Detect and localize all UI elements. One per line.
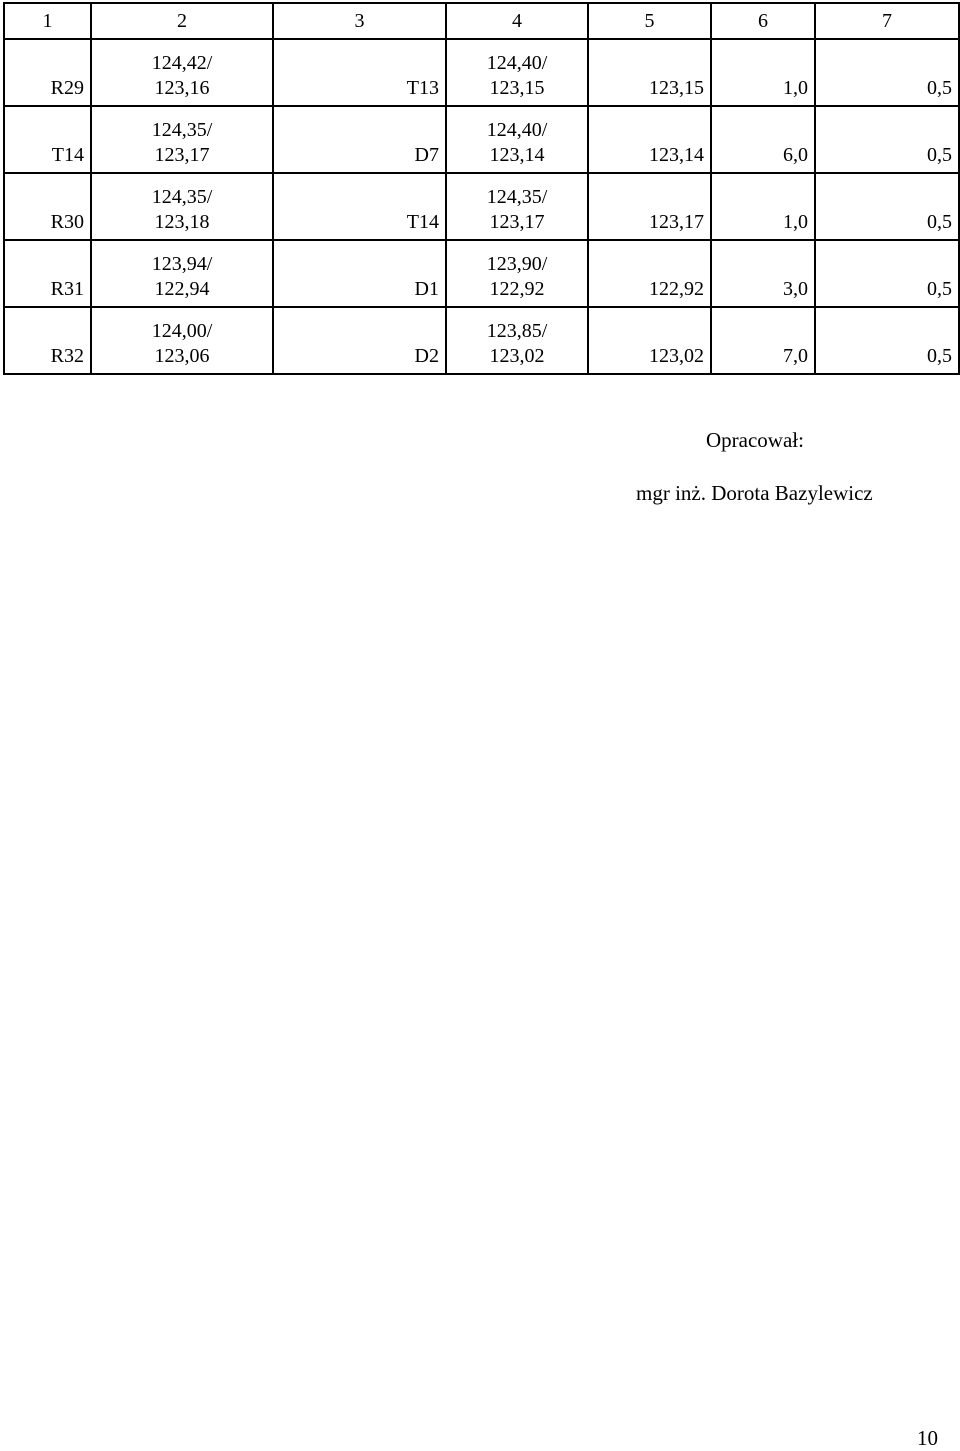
cell-col2 xyxy=(91,240,273,307)
cell-col2-top: 124,42/ xyxy=(151,52,213,74)
header-cell-6: 6 xyxy=(711,3,815,39)
cell-col2-bottom: 123,16 xyxy=(154,77,210,99)
cell-col4-bottom: 123,17 xyxy=(489,211,545,233)
cell-col2-bottom: 122,94 xyxy=(154,278,210,300)
cell-col7: 0,5 xyxy=(815,173,959,240)
table-row xyxy=(4,106,959,173)
cell-col2-bottom: 123,18 xyxy=(154,211,210,233)
cell-col2 xyxy=(91,39,273,106)
cell-col4-top: 124,40/ xyxy=(486,52,548,74)
cell-point-id: R32 xyxy=(4,307,91,374)
header-row xyxy=(4,3,959,39)
cell-col4-top: 123,85/ xyxy=(486,320,548,342)
cell-col2 xyxy=(91,106,273,173)
header-cell-2: 2 xyxy=(91,3,273,39)
header-cell-4: 4 xyxy=(446,3,588,39)
header-cell-5: 5 xyxy=(588,3,711,39)
cell-col4 xyxy=(446,240,588,307)
cell-col3: T14 xyxy=(273,173,446,240)
header-cell-1: 1 xyxy=(4,3,91,39)
cell-col4 xyxy=(446,39,588,106)
cell-col3: T13 xyxy=(273,39,446,106)
cell-col3: D2 xyxy=(273,307,446,374)
cell-col5: 123,17 xyxy=(588,173,711,240)
cell-point-id: T14 xyxy=(4,106,91,173)
cell-col7: 0,5 xyxy=(815,106,959,173)
signature-label: Opracował: xyxy=(706,428,804,452)
cell-col6: 1,0 xyxy=(711,39,815,106)
cell-col2-top: 124,35/ xyxy=(151,186,213,208)
data-table xyxy=(3,2,960,375)
cell-col2-top: 123,94/ xyxy=(151,253,213,275)
cell-col2-top: 124,00/ xyxy=(151,320,213,342)
cell-col4 xyxy=(446,106,588,173)
page-number: 10 xyxy=(917,1426,938,1450)
cell-col2-bottom: 123,17 xyxy=(154,144,210,166)
table-row xyxy=(4,39,959,106)
table-row xyxy=(4,307,959,374)
cell-col5: 123,02 xyxy=(588,307,711,374)
cell-col5: 123,15 xyxy=(588,39,711,106)
cell-col4-bottom: 122,92 xyxy=(489,278,545,300)
cell-col7: 0,5 xyxy=(815,39,959,106)
signature-author: mgr inż. Dorota Bazylewicz xyxy=(636,481,873,505)
cell-col2-top: 124,35/ xyxy=(151,119,213,141)
cell-point-id: R31 xyxy=(4,240,91,307)
cell-col4-bottom: 123,02 xyxy=(489,345,545,367)
cell-col5: 122,92 xyxy=(588,240,711,307)
cell-col4-bottom: 123,14 xyxy=(489,144,545,166)
cell-col3: D7 xyxy=(273,106,446,173)
cell-col6: 7,0 xyxy=(711,307,815,374)
cell-col4-bottom: 123,15 xyxy=(489,77,545,99)
cell-col6: 1,0 xyxy=(711,173,815,240)
table-row xyxy=(4,173,959,240)
cell-col3: D1 xyxy=(273,240,446,307)
cell-point-id: R30 xyxy=(4,173,91,240)
header-cell-7: 7 xyxy=(815,3,959,39)
cell-col2-bottom: 123,06 xyxy=(154,345,210,367)
cell-col6: 3,0 xyxy=(711,240,815,307)
cell-col4-top: 124,35/ xyxy=(486,186,548,208)
cell-col2 xyxy=(91,173,273,240)
cell-col4-top: 124,40/ xyxy=(486,119,548,141)
cell-col7: 0,5 xyxy=(815,240,959,307)
cell-col2 xyxy=(91,307,273,374)
cell-col7: 0,5 xyxy=(815,307,959,374)
cell-col5: 123,14 xyxy=(588,106,711,173)
header-cell-3: 3 xyxy=(273,3,446,39)
cell-col4 xyxy=(446,173,588,240)
cell-col4 xyxy=(446,307,588,374)
cell-col4-top: 123,90/ xyxy=(486,253,548,275)
cell-point-id: R29 xyxy=(4,39,91,106)
table-row xyxy=(4,240,959,307)
cell-col6: 6,0 xyxy=(711,106,815,173)
